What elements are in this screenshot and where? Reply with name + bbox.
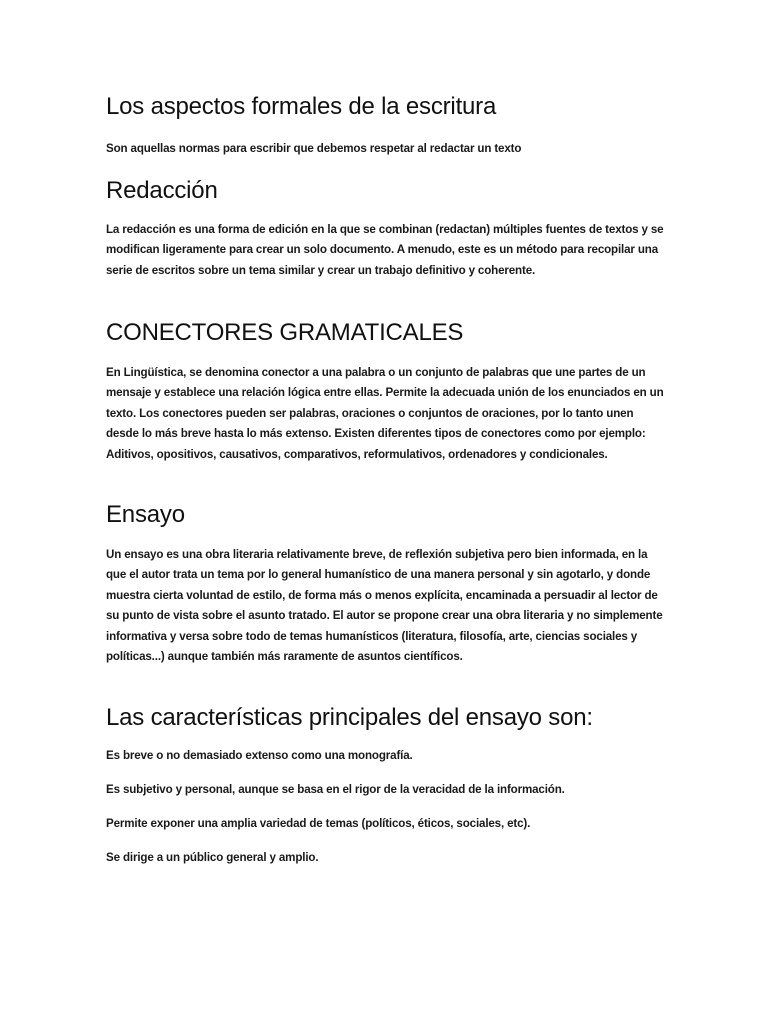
list-item: Permite exponer una amplia variedad de temas (políticos, éticos, sociales, etc). — [106, 817, 531, 830]
section-heading-ensayo: Ensayo — [106, 501, 185, 528]
document-title: Los aspectos formales de la escritura — [106, 93, 497, 120]
section-heading-caracteristicas: Las características principales del ensayo son: — [106, 704, 593, 731]
section-paragraph-redaccion: La redacción es una forma de edición en la que se combinan (redactan) múltiples fuentes de textos y se modifican ligeramente para crear un solo documento. A menudo, este es un método para recopilar una serie de escritos sobre un tema similar y crear un trabajo definitivo y coherente. — [106, 223, 664, 277]
section-heading-conectores: CONECTORES GRAMATICALES — [106, 319, 464, 346]
section-paragraph-conectores: En Lingüística, se denomina conector a una palabra o un conjunto de palabras que une partes de un mensaje y establece una relación lógica entre ellas. Permite la adecuada unión de los enunciados en un texto. Los conectores pueden ser palabras, oraciones o conjuntos de oraciones, por lo tanto unen desde lo más breve hasta lo más extenso. Existen diferentes tipos de conectores como por ejemplo: Aditivos, opositivos, causativos, comparativos, reformulativos, ordenadores y condicionales. — [106, 366, 664, 461]
list-item: Se dirige a un público general y amplio. — [106, 851, 319, 864]
section-heading-redaccion: Redacción — [106, 177, 218, 204]
intro-paragraph: Son aquellas normas para escribir que debemos respetar al redactar un texto — [106, 142, 522, 155]
list-item: Es breve o no demasiado extenso como una monografía. — [106, 749, 413, 762]
list-item: Es subjetivo y personal, aunque se basa en el rigor de la veracidad de la información. — [106, 783, 565, 796]
section-paragraph-ensayo: Un ensayo es una obra literaria relativamente breve, de reflexión subjetiva pero bien informada, en la que el autor trata un tema por lo general humanístico de una manera personal y sin agotarlo, y donde muestra cierta voluntad de estilo, de forma más o menos explícita, encaminada a persuadir al lector de su punto de vista sobre el asunto tratado. El autor se propone crear una obra literaria y no simplemente informativa y versa sobre todo de temas humanísticos (literatura, filosofía, arte, ciencias sociales y políticas...) aunque también más raramente de asuntos científicos. — [106, 548, 663, 664]
